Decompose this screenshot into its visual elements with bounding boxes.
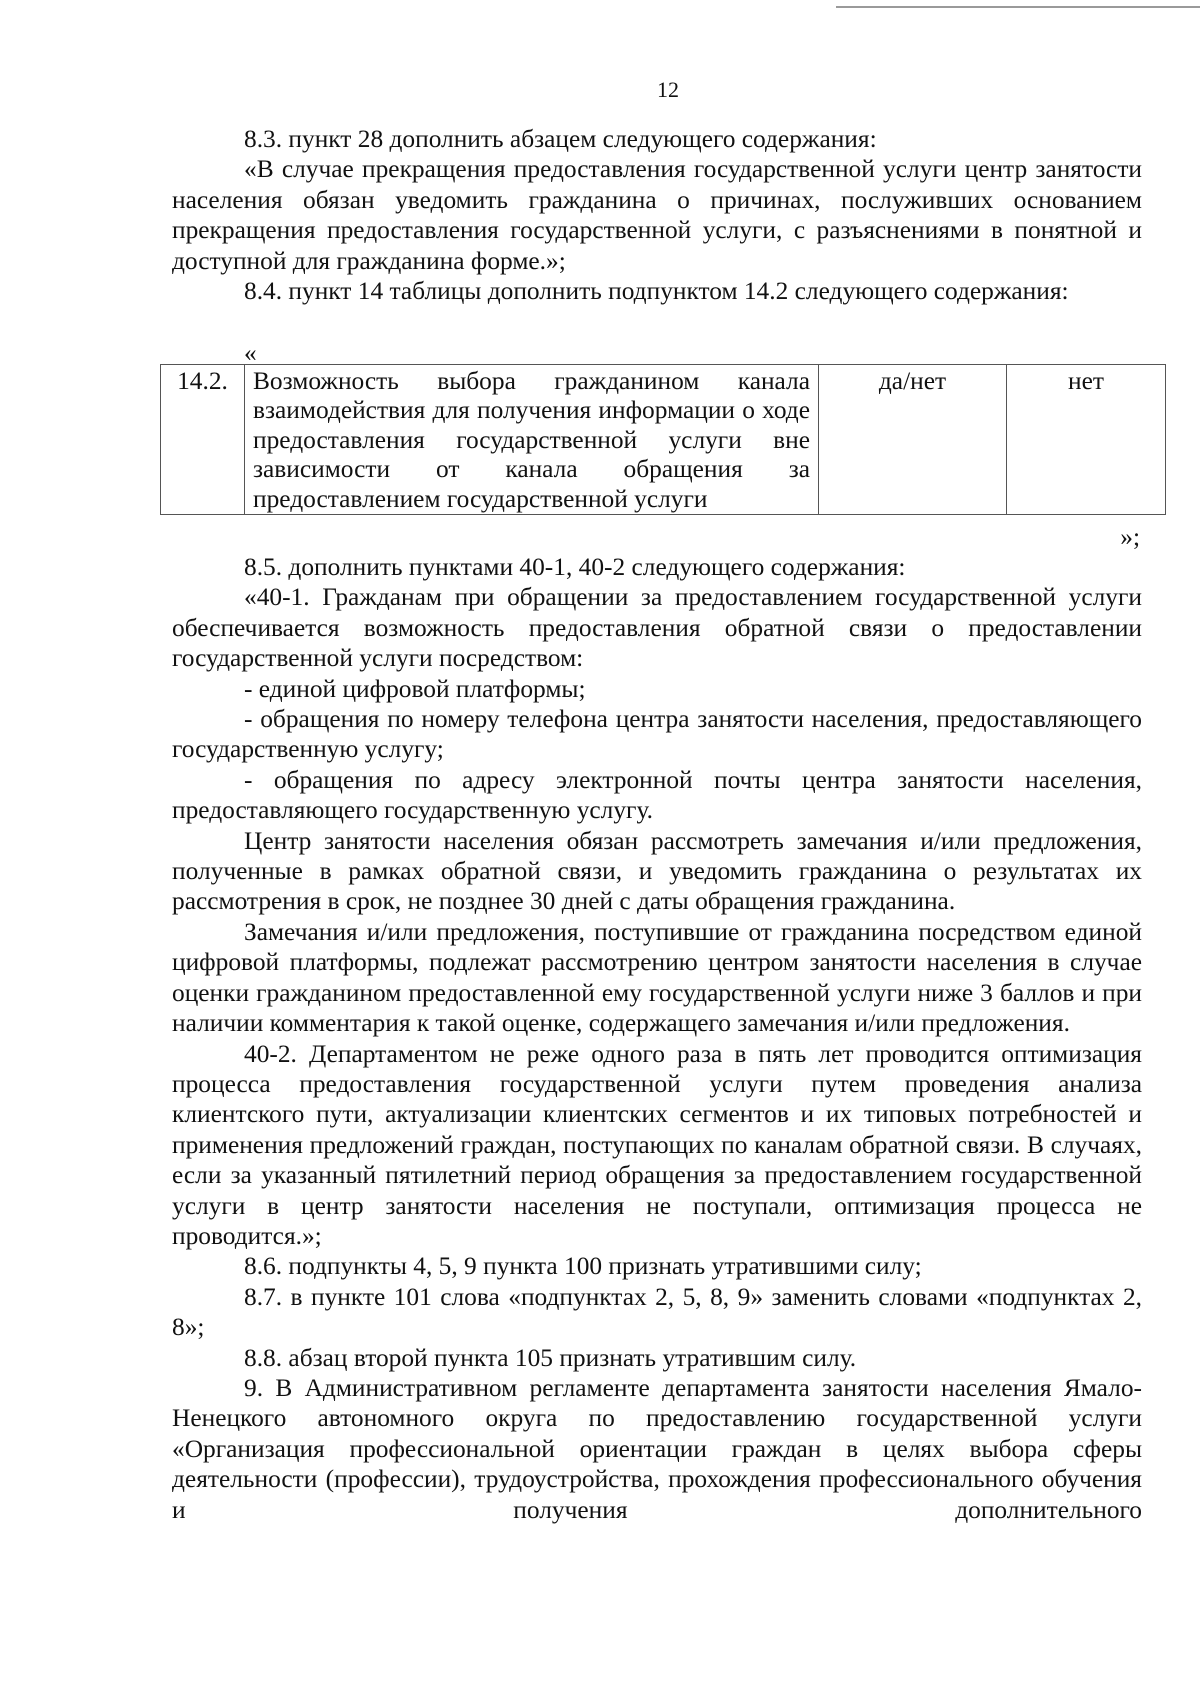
table-cell-description: Возможность выбора гражданином канала взаимодействия для получения информации о ходе предоставления государственной услуги вне зависимости от канала обращения за предоставлением государственной услуги (245, 365, 819, 515)
table-row (161, 365, 1166, 515)
table-close-quote: »; (1120, 523, 1140, 551)
table-cell-unit: да/нет (819, 365, 1007, 515)
section-8-4-intro: 8.4. пункт 14 таблицы дополнить подпунктом 14.2 следующего содержания: (244, 277, 1069, 306)
section-8-5-intro: 8.5. дополнить пунктами 40-1, 40-2 следующего содержания: (244, 553, 906, 581)
list-item: - обращения по номеру телефона центра занятости населения, предоставляющего государственную услугу; (172, 705, 1142, 764)
section-8-5 (172, 552, 1142, 1525)
scan-edge-line (836, 6, 1200, 8)
table-open-quote: « (244, 339, 257, 367)
section-8-3 (172, 124, 1142, 306)
section-8-7: 8.7. в пункте 101 слова «подпунктах 2, 5, 8, 9» заменить словами «подпунктах 2, 8»; (172, 1282, 1142, 1342)
section-8-3-intro: 8.3. пункт 28 дополнить абзацем следующего содержания: (244, 125, 877, 153)
table-cell-value: нет (1007, 365, 1166, 515)
list-item: - обращения по адресу электронной почты центра занятости населения, предоставляющего государственную услугу. (172, 765, 1142, 825)
paragraph-remarks: Замечания и/или предложения, поступившие от гражданина посредством единой цифровой платформы, подлежат рассмотрению центром занятости населения в случае оценки гражданином предоставленной ему государственной услуги ниже 3 баллов и при наличии комментария к такой оценке, содержащего замечания и/или предложения. (172, 917, 1142, 1038)
list-item: - единой цифровой платформы; (244, 674, 586, 703)
table-cell-number: 14.2. (161, 365, 245, 515)
paragraph-40-1: «40-1. Гражданам при обращении за предоставлением государственной услуги обеспечивается возможность предоставления обратной связи о предоставлении государственной услуги посредством: (172, 583, 1142, 673)
page-number: 12 (657, 77, 679, 102)
section-8-6: 8.6. подпункты 4, 5, 9 пункта 100 признать утратившими силу; (244, 1252, 922, 1281)
paragraph-40-2: 40-2. Департаментом не реже одного раза в пять лет проводится оптимизация процесса предоставления государственной услуги путем проведения анализа клиентского пути, актуализации клиентских сегментов и их типовых потребностей и применения предложений граждан, поступающих по каналам обратной связи. В случаях, если за указанный пятилетний период обращения за предоставлением государственной услуги в центр занятости населения не поступали, оптимизация процесса не проводится.»; (172, 1039, 1142, 1250)
amendment-table (160, 364, 1166, 515)
section-8-3-quote: «В случае прекращения предоставления государственной услуги центр занятости населения обязан уведомить гражданина о причинах, послуживших основанием прекращения предоставления государственной услуги, с разъяснениями в понятной и доступной для гражданина форме.»; (172, 155, 1142, 275)
section-8-8: 8.8. абзац второй пункта 105 признать утратившим силу. (244, 1343, 857, 1372)
paragraph-center-obligation: Центр занятости населения обязан рассмотреть замечания и/или предложения, полученные в рамках обратной связи, и уведомить гражданина о результатах их рассмотрения в срок, не позднее 30 дней с даты обращения гражданина. (172, 826, 1142, 916)
section-9: 9. В Административном регламенте департамента занятости населения Ямало-Ненецкого автономного округа по предоставлению государственной услуги «Организация профессиональной ориентации граждан в целях выбора сферы деятельности (профессии), трудоустройства, прохождения профессионального обучения и получения дополнительного (172, 1373, 1142, 1524)
